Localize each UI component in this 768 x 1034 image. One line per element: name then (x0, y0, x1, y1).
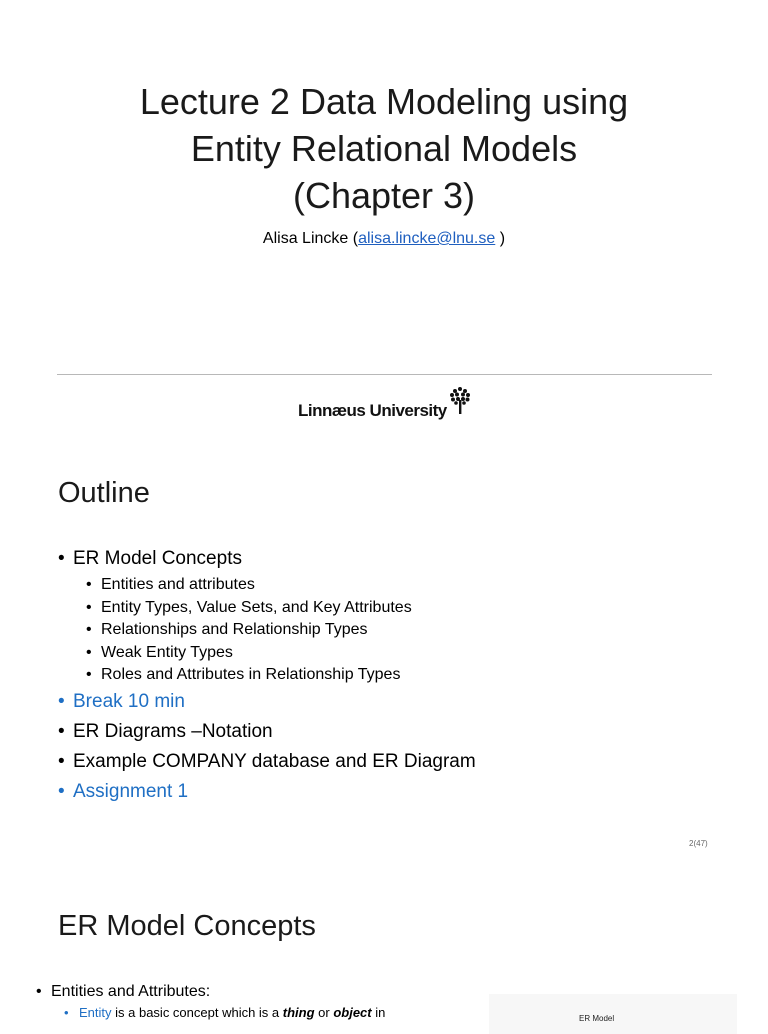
outline-subitem: • Weak Entity Types (86, 643, 233, 661)
title-slide (0, 0, 768, 460)
author-email-link[interactable]: alisa.lincke@lnu.se (358, 230, 496, 247)
outline-item-assignment: • Assignment 1 (58, 780, 189, 802)
outline-list (58, 544, 476, 807)
outline-item: • ER Diagrams –Notation (58, 720, 273, 742)
author-name: Alisa Lincke ( (262, 230, 359, 247)
er-model-thumbnail (489, 994, 737, 1034)
title-line-2: Entity Relational Models (190, 128, 578, 169)
title-line-1: Lecture 2 Data Modeling using (139, 81, 629, 122)
title-line-3: (Chapter 3) (292, 175, 476, 216)
er-bullet-list (36, 980, 385, 1022)
outline-item-break: • Break 10 min (58, 690, 185, 712)
er-bullet: • Entities and Attributes: (36, 983, 211, 1000)
thumbnail-label: ER Model (579, 1014, 615, 1023)
author-line (0, 230, 768, 248)
tree-icon (449, 386, 471, 421)
slide-title (0, 78, 768, 219)
logo-text: Linnæus University (298, 401, 447, 420)
outline-slide (0, 460, 768, 880)
outline-item: • Example COMPANY database and ER Diagram (58, 750, 476, 772)
er-heading: ER Model Concepts (58, 910, 316, 942)
outline-subitem: • Entities and attributes (86, 576, 255, 593)
outline-heading: Outline (58, 477, 150, 509)
outline-subitem: • Roles and Attributes in Relationship Types (86, 666, 401, 683)
entity-term: Entity (79, 1005, 112, 1020)
er-subbullet: • Entity is a basic concept which is a thing or object in (64, 1005, 386, 1020)
page-number: 2(47) (689, 839, 708, 848)
outline-subitem: • Relationships and Relationship Types (86, 621, 368, 638)
outline-item: • ER Model Concepts (58, 548, 242, 569)
divider-line (57, 374, 712, 375)
author-close: ) (495, 230, 506, 247)
outline-subitem: • Entity Types, Value Sets, and Key Attributes (86, 598, 412, 616)
university-logo (298, 386, 471, 421)
